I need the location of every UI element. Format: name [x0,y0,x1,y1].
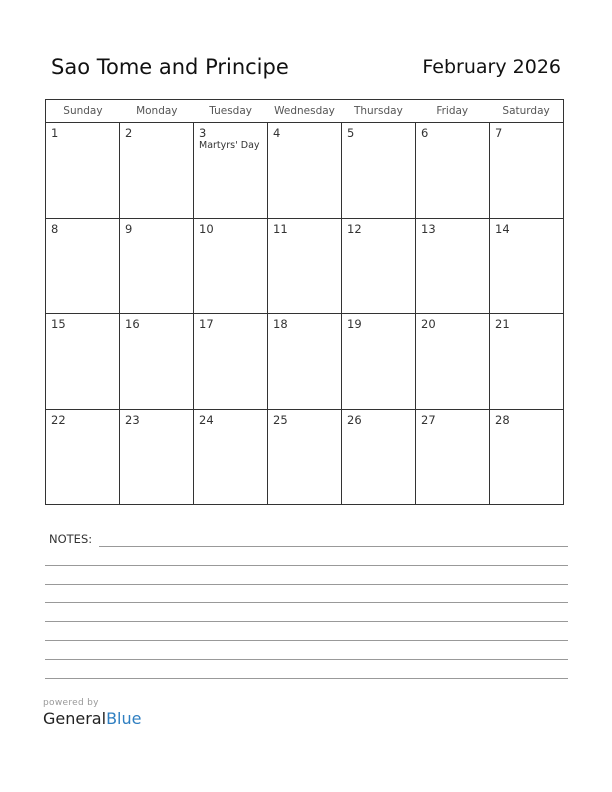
day-cell [120,123,194,218]
day-number: 12 [347,221,362,236]
note-line [45,640,568,641]
day-cell [194,123,268,218]
day-cell [46,314,120,409]
day-number: 3 [199,126,207,140]
day-number: 24 [199,412,214,427]
week-row [46,219,563,315]
day-cell [416,123,490,218]
dow-tuesday: Tuesday [209,105,252,117]
day-number: 18 [273,317,288,331]
note-line [45,621,568,622]
day-cell [416,410,490,506]
holiday-label: Martyrs' Day [199,140,260,151]
week-row [46,410,563,506]
day-cell [342,123,416,218]
day-number: 8 [51,221,59,236]
footer-branding [43,698,141,729]
day-cell [342,219,416,314]
day-number: 6 [421,126,429,140]
day-number: 23 [125,412,140,427]
powered-by-text: powered by [43,698,99,708]
day-cell [490,410,563,506]
week-row [46,123,563,219]
day-number: 5 [347,126,355,140]
day-cell [416,219,490,314]
dow-wednesday: Wednesday [274,105,335,117]
day-cell [120,219,194,314]
brand-general: General [43,709,107,728]
day-cell [342,314,416,409]
day-cell [268,219,342,314]
day-number: 22 [51,412,66,427]
day-number: 1 [51,126,59,140]
note-line [45,602,568,603]
day-number: 16 [125,317,140,331]
day-cell [268,410,342,506]
month-year-title: February 2026 [422,56,561,78]
day-cell [490,123,563,218]
day-number: 17 [199,317,214,331]
note-line [45,659,568,660]
dow-saturday: Saturday [502,105,550,117]
day-cell [194,219,268,314]
day-number: 21 [495,317,510,331]
day-cell [194,410,268,506]
day-cell [46,219,120,314]
dow-thursday: Thursday [353,105,403,117]
dow-friday: Friday [436,105,469,117]
calendar-header [0,0,612,100]
day-number: 27 [421,412,436,427]
day-number: 2 [125,126,133,140]
day-number: 15 [51,317,66,331]
day-cell [120,314,194,409]
day-number: 14 [495,221,510,236]
day-number: 4 [273,126,281,140]
day-cell [416,314,490,409]
day-cell [120,410,194,506]
day-cell [490,314,563,409]
note-line [45,678,568,679]
day-number: 13 [421,221,436,236]
day-number: 9 [125,221,133,236]
notes-label: NOTES: [49,532,93,546]
dow-sunday: Sunday [63,105,103,117]
day-cell [490,219,563,314]
note-line [45,565,568,566]
note-line [99,546,568,547]
note-line [45,584,568,585]
dow-monday: Monday [136,105,178,117]
week-row [46,314,563,410]
brand-blue: Blue [106,709,142,728]
day-number: 20 [421,317,436,331]
day-number: 28 [495,412,510,427]
day-number: 10 [199,221,214,236]
day-number: 25 [273,412,288,427]
month-calendar-grid [45,99,564,505]
day-cell [46,410,120,506]
day-number: 11 [273,221,288,236]
day-cell [194,314,268,409]
day-cell [268,314,342,409]
day-number: 26 [347,412,362,427]
day-number: 7 [495,126,503,140]
day-cell [46,123,120,218]
day-of-week-header-row [46,100,563,123]
generalblue-logo [43,709,141,729]
day-cell [342,410,416,506]
day-cell [268,123,342,218]
country-title: Sao Tome and Principe [51,55,289,79]
day-number: 19 [347,317,362,331]
